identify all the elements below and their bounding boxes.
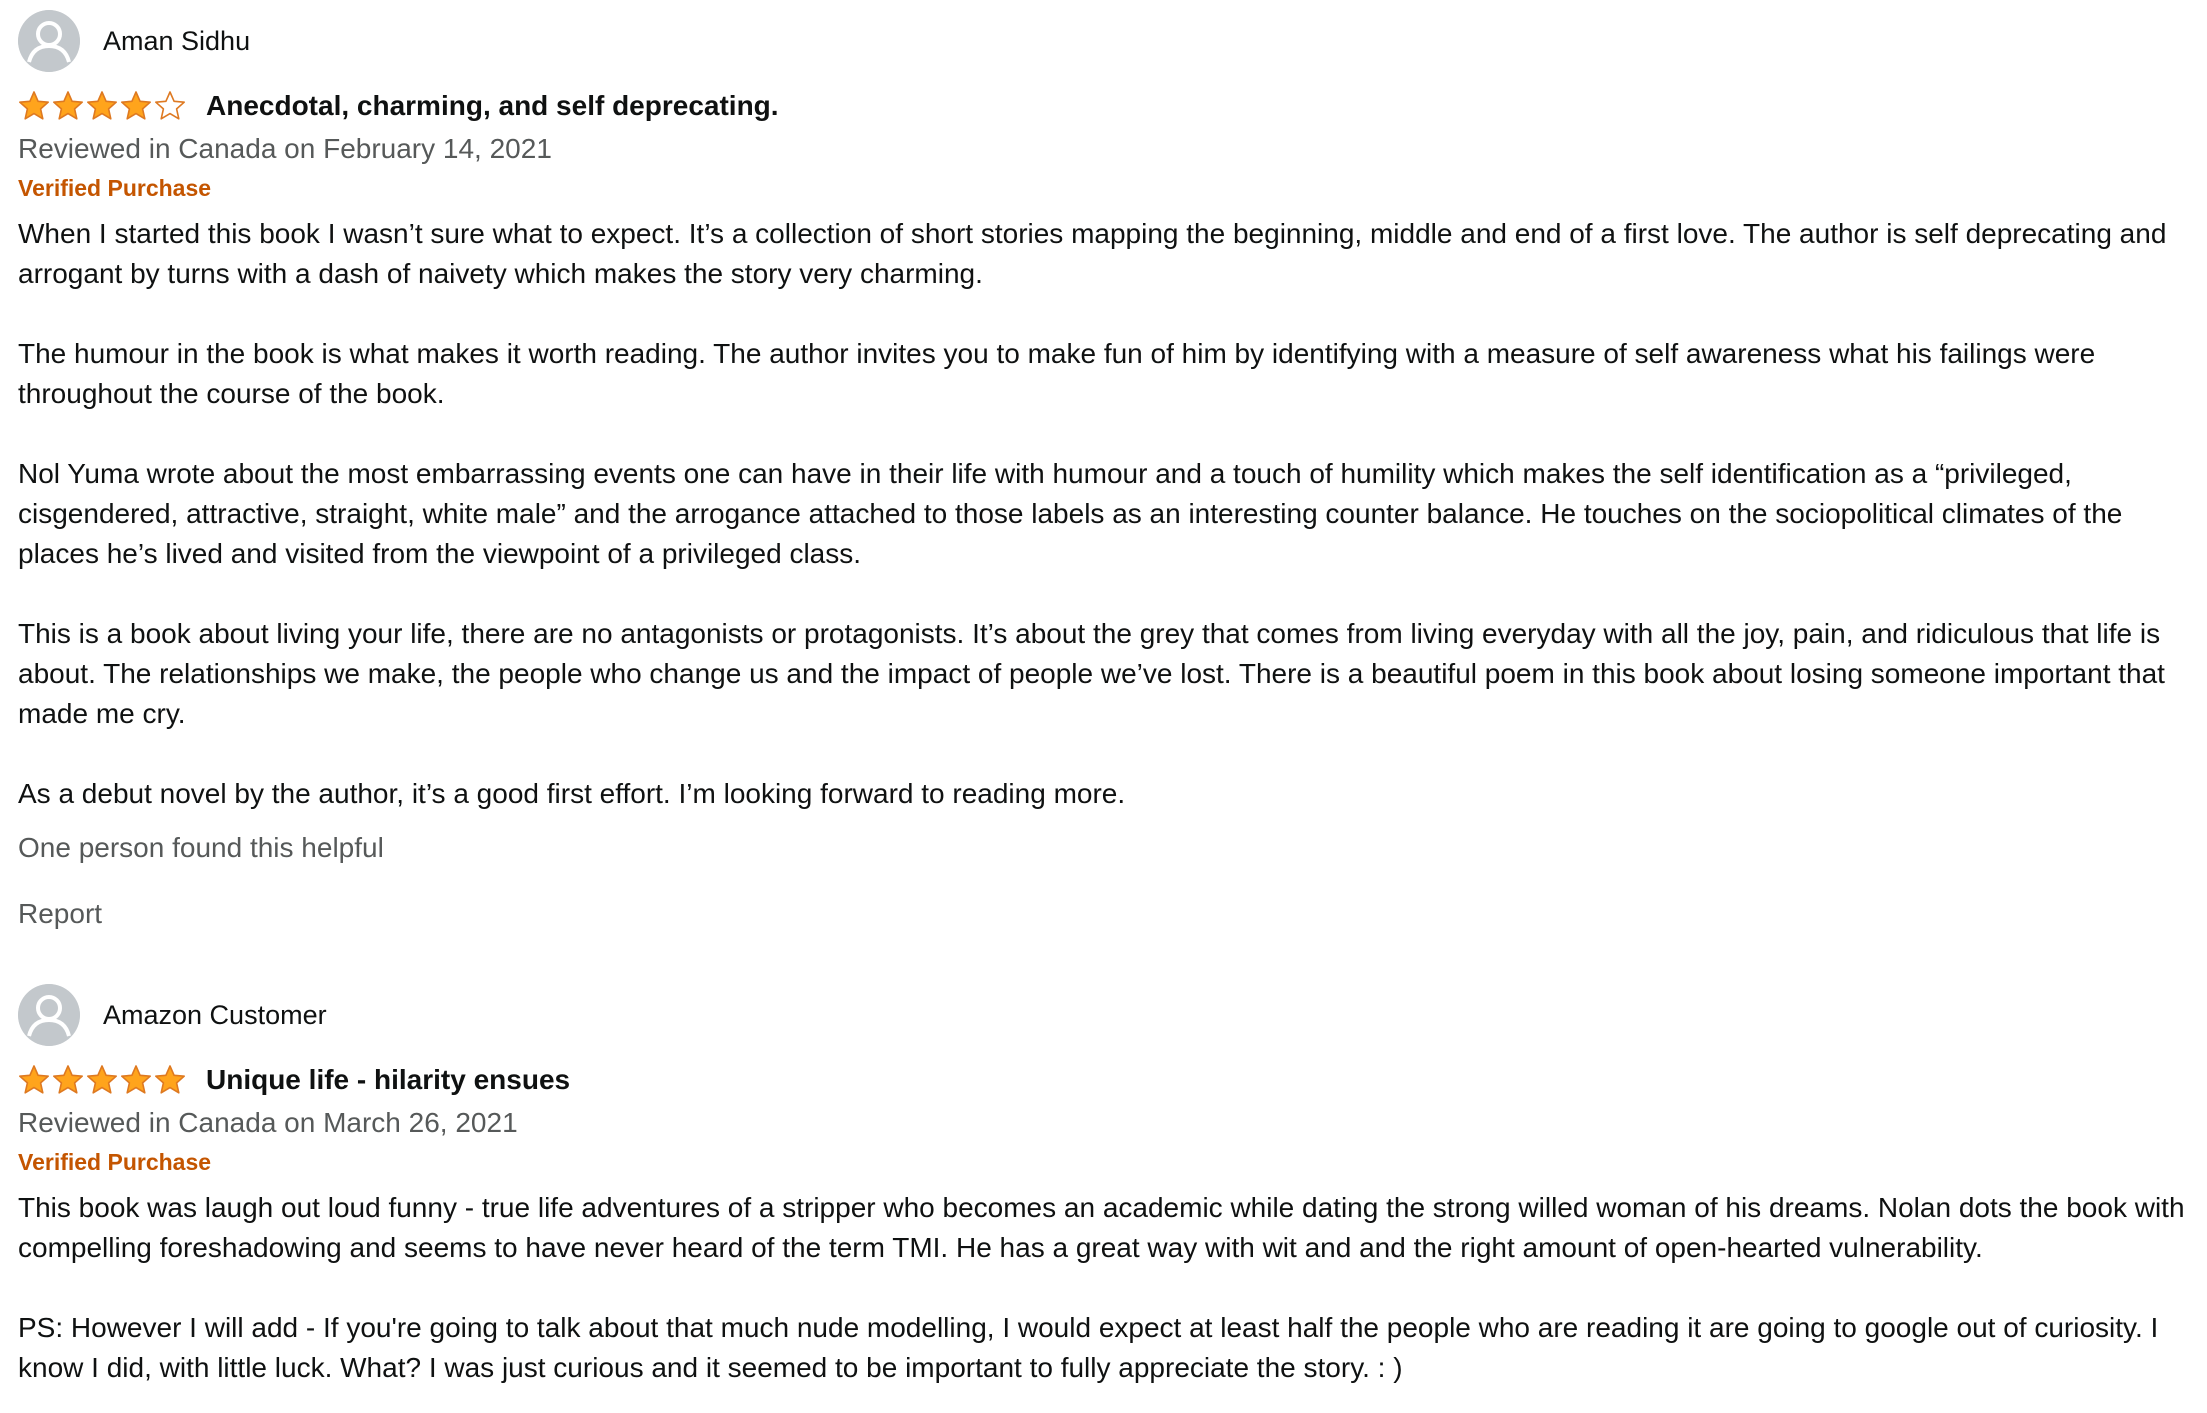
helpful-count: One person found this helpful (18, 832, 384, 863)
review-paragraph: Nol Yuma wrote about the most embarrassing events one can have in their life with humour and a touch of humility which makes the self identification as a “privileged, cisgendered, attractive, straight, white male” and the arrogance attached to those labels as an interesting counter balance. He touches on the sociopolitical climates of the places he’s lived and visited from the viewpoint of a privileged class. (18, 458, 2123, 569)
review-paragraph: The humour in the book is what makes it worth reading. The author invites you to make fun of him by identifying with a measure of self awareness what his failings were throughout the course of the book. (18, 338, 2096, 409)
reviewer-name[interactable]: Amazon Customer (103, 999, 327, 1030)
star-filled-icon (86, 1064, 118, 1096)
star-filled-icon (52, 1064, 84, 1096)
star-rating[interactable] (18, 90, 186, 122)
star-filled-icon (52, 90, 84, 122)
review-body (18, 1188, 2198, 1388)
default-avatar-icon (18, 984, 80, 1046)
star-filled-icon (86, 90, 118, 122)
review-paragraph: This is a book about living your life, there are no antagonists or protagonists. It’s about the grey that comes from living everyday with all the joy, pain, and ridiculous that life is about. The relationships we make, the people who change us and the impact of people we’ve lost. There is a beautiful poem in this book about losing someone important that made me cry. (18, 618, 2165, 729)
star-empty-icon (154, 90, 186, 122)
verified-purchase-badge[interactable]: Verified Purchase (18, 1149, 212, 1175)
star-filled-icon (18, 1064, 50, 1096)
star-filled-icon (18, 90, 50, 122)
review-title-row (18, 1060, 2198, 1100)
review-card (18, 10, 2198, 934)
review-date: Reviewed in Canada on March 26, 2021 (18, 1107, 518, 1138)
review-title[interactable]: Anecdotal, charming, and self deprecating. (206, 90, 779, 121)
report-link[interactable]: Report (18, 898, 103, 929)
review-body (18, 214, 2198, 814)
review-title-row (18, 86, 2198, 126)
star-filled-icon (120, 1064, 152, 1096)
review-title[interactable]: Unique life - hilarity ensues (206, 1064, 571, 1095)
review-paragraph: When I started this book I wasn’t sure what to expect. It’s a collection of short stories mapping the beginning, middle and end of a first love. The author is self deprecating and arrogant by turns with a dash of naivety which makes the story very charming. (18, 218, 2167, 289)
review-paragraph: This book was laugh out loud funny - true life adventures of a stripper who becomes an academic while dating the strong willed woman of his dreams. Nolan dots the book with compelling foreshadowing and seems to have never heard of the term TMI. He has a great way with wit and and the right amount of open-hearted vulnerability. (18, 1192, 2185, 1263)
star-filled-icon (120, 90, 152, 122)
review-paragraph: PS: However I will add - If you're going to talk about that much nude modelling, I would expect at least half the people who are reading it are going to google out of curiosity. I know I did, with little luck. What? I was just curious and it seemed to be important to fully appreciate the story. : ) (18, 1312, 2159, 1383)
review-date: Reviewed in Canada on February 14, 2021 (18, 133, 552, 164)
review-card (18, 984, 2198, 1388)
reviewer-name[interactable]: Aman Sidhu (103, 25, 251, 56)
reviewer-profile[interactable] (18, 984, 2198, 1046)
star-rating[interactable] (18, 1064, 186, 1096)
default-avatar-icon (18, 10, 80, 72)
reviewer-profile[interactable] (18, 10, 2198, 72)
star-filled-icon (154, 1064, 186, 1096)
review-paragraph: As a debut novel by the author, it’s a good first effort. I’m looking forward to reading more. (18, 778, 1126, 809)
verified-purchase-badge[interactable]: Verified Purchase (18, 175, 212, 201)
